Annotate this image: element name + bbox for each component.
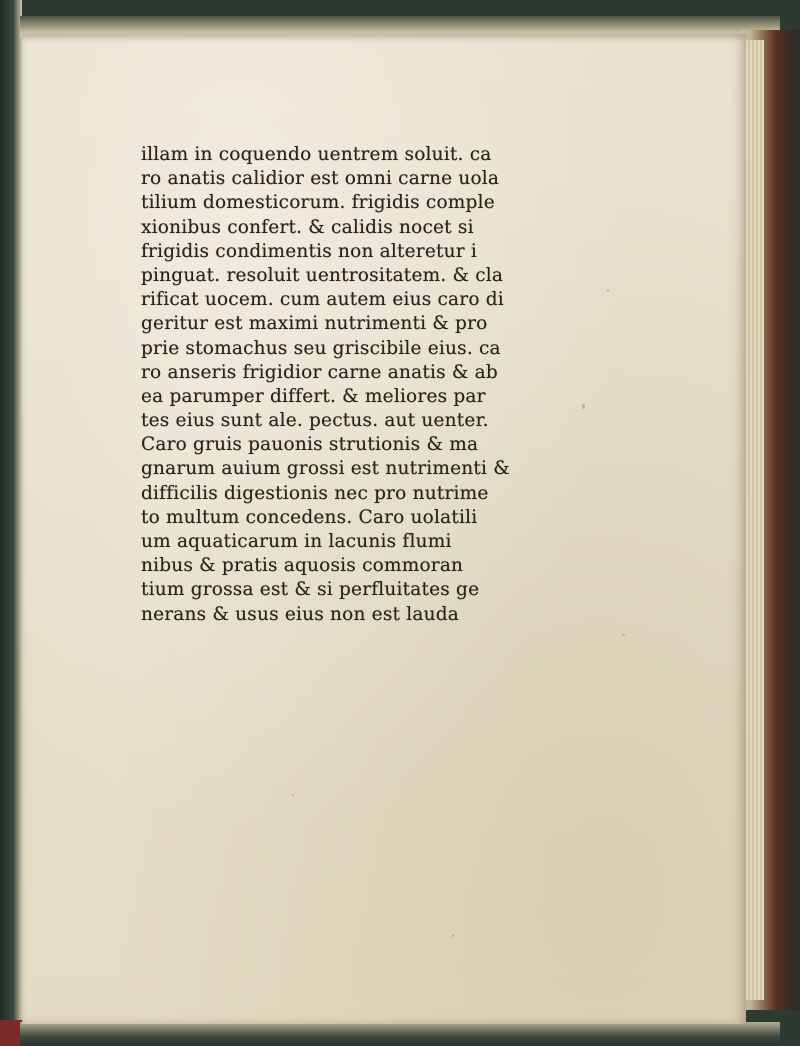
text-line-9: prie stomachus seu griscibile eius. ca: [141, 337, 501, 359]
paper-speck: [622, 634, 625, 636]
text-line-8: geritur est maximi nutrimenti & pro: [141, 313, 488, 335]
text-line-7: rificat uocem. cum autem eius caro di: [141, 289, 504, 311]
text-line-1: illam in coquendo uentrem soluit. ca: [141, 144, 492, 165]
text-line-16: to multum concedens. Caro uolatili: [141, 506, 478, 528]
paper-speck: [607, 289, 609, 292]
text-line-2: ro anatis calidior est omni carne uola: [141, 168, 500, 190]
bottom-book-edge: [20, 1022, 780, 1046]
paper-speck: [292, 794, 294, 796]
text-line-19: tium grossa est & si perfluitates ge: [141, 579, 480, 601]
text-line-5: frigidis condimentis non alteretur i: [141, 240, 477, 262]
text-line-11: ea parumper differt. & meliores par: [141, 385, 486, 407]
text-line-12: tes eius sunt ale. pectus. aut uenter.: [141, 410, 489, 432]
text-line-6: pinguat. resoluit uentrositatem. & cla: [141, 264, 504, 286]
top-book-edge: [20, 16, 780, 36]
text-line-13: Caro gruis pauonis strutionis & ma: [141, 434, 479, 456]
text-line-18: nibus & pratis aquosis commoran: [141, 555, 464, 577]
paper-speck: [452, 934, 454, 937]
left-book-edge: [0, 0, 22, 1046]
text-line-20: nerans & usus eius non est lauda: [141, 603, 459, 625]
text-line-10: ro anseris frigidior carne anatis & ab: [141, 361, 498, 383]
text-line-15: difficilis digestionis nec pro nutrime: [141, 482, 489, 504]
paper-speck: [582, 404, 585, 409]
text-line-14: gnarum auium grossi est nutrimenti &: [141, 458, 510, 480]
text-line-17: um aquaticarum in lacunis flumi: [141, 531, 452, 552]
text-line-4: xionibus confert. & calidis nocet si: [141, 216, 474, 238]
text-line-3: tilium domesticorum. frigidis comple: [141, 192, 495, 214]
text-column: [141, 143, 541, 627]
